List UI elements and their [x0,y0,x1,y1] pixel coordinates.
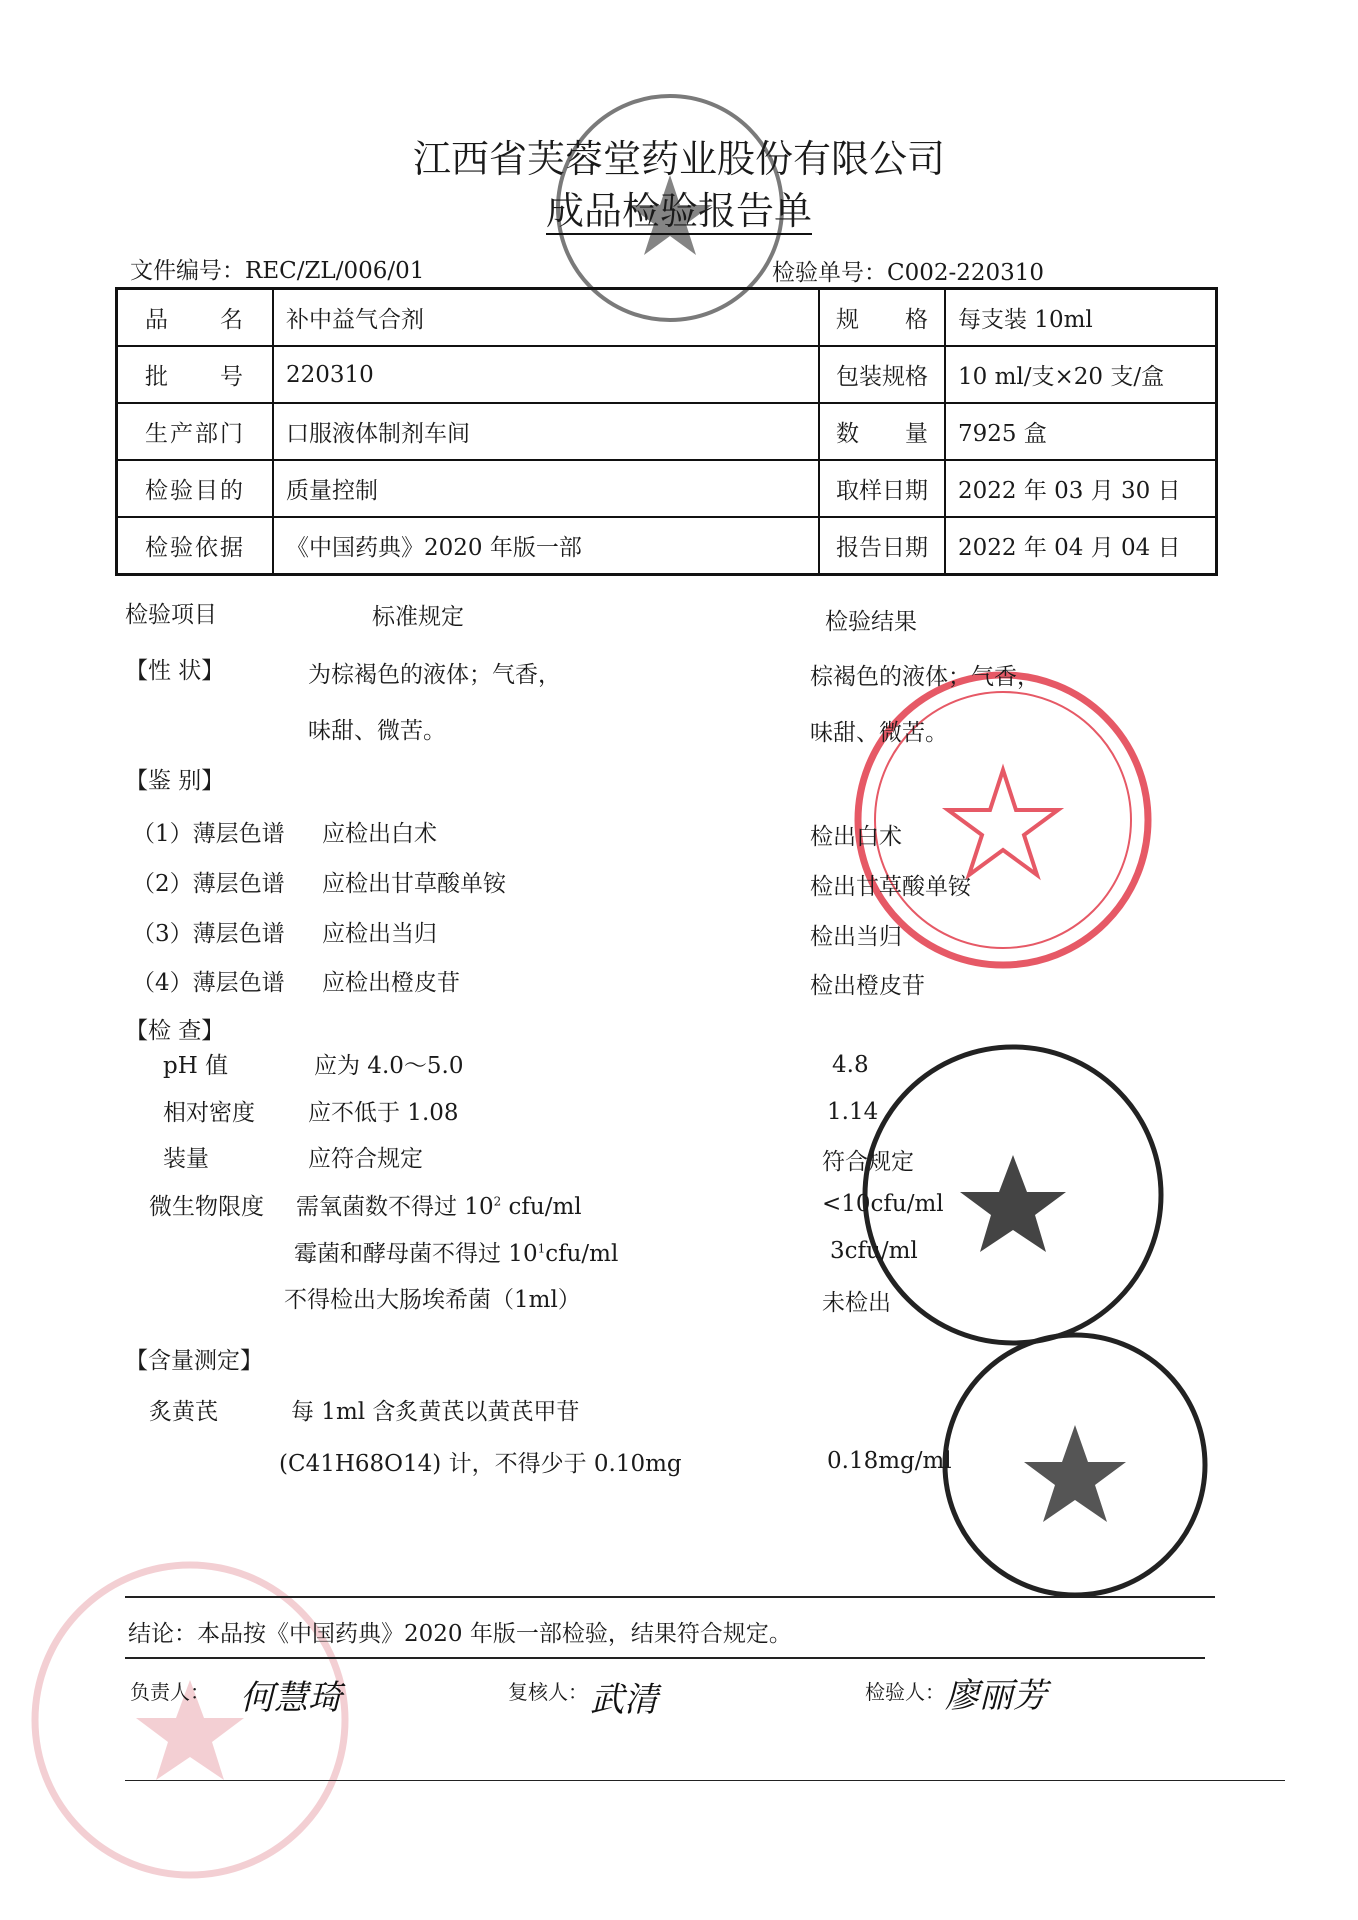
standard: 应检出橙皮苷 [322,970,460,996]
value: 220310 [273,346,819,403]
item: pH 值 [163,1053,229,1079]
reviewer-label: 复核人： [508,1680,588,1704]
file-number: 文件编号：REC/ZL/006/01 [130,258,425,284]
standard: (C41H68O14) 计，不得少于 0.10mg [279,1451,682,1477]
standard: 应不低于 1.08 [308,1100,459,1126]
table-row [117,517,1217,575]
result: 味甜、微苦。 [810,720,948,746]
section-assay: 【含量测定】 [125,1348,263,1374]
standard: 霉菌和酵母菌不得过 $10^1cfu/ml$ [294,1241,619,1267]
signature-responsible: 何慧琦 [240,1678,342,1718]
black-stamp-2 [945,1335,1205,1595]
inspector-label: 检验人： [865,1680,945,1704]
standard: 为棕褐色的液体；气香， [308,662,561,688]
label: 批 号 [117,346,274,403]
standard: 应检出白术 [322,821,437,847]
value: 补中益气合剂 [273,289,819,347]
section-appearance: 【性 状】 [125,658,225,684]
result: 4.8 [832,1052,869,1078]
standard: 应为 4.0～5.0 [314,1053,464,1079]
result: 检出橙皮苷 [810,973,925,999]
section-inspection: 【检 查】 [125,1018,225,1044]
col-standard: 标准规定 [372,604,464,630]
label: 品 名 [117,289,274,347]
test-number: 检验单号：C002-220310 [772,260,1045,286]
value: 2022 年 04 月 04 日 [945,517,1217,575]
result: 符合规定 [822,1149,914,1175]
item: 炙黄芪 [149,1399,218,1425]
result: 3cfu/ml [830,1238,918,1264]
star-icon [960,1155,1066,1252]
label: 检验依据 [117,517,274,575]
divider [125,1780,1285,1781]
value: 口服液体制剂车间 [273,403,819,460]
result: <10cfu/ml [822,1191,944,1217]
result: 棕褐色的液体；气香， [810,664,1040,690]
value: 《中国药典》2020 年版一部 [273,517,819,575]
standard: 应符合规定 [308,1146,423,1172]
table-row [117,403,1217,460]
item: （1）薄层色谱 [132,821,285,847]
item: （3）薄层色谱 [132,921,285,947]
value: 每支装 10ml [945,289,1217,347]
table-row [117,289,1217,347]
item: 相对密度 [163,1100,255,1126]
item: （2）薄层色谱 [132,871,285,897]
star-icon [948,770,1058,875]
responsible-label: 负责人： [130,1680,210,1704]
star-icon [1024,1425,1126,1522]
item: 装量 [163,1146,209,1172]
value: 2022 年 03 月 30 日 [945,460,1217,517]
conclusion: 结论：本品按《中国药典》2020 年版一部检验，结果符合规定。 [128,1621,792,1647]
standard: 不得检出大肠埃希菌（1ml） [284,1287,581,1313]
report-title: 成品检验报告单 [545,189,812,233]
standard: 味甜、微苦。 [308,718,446,744]
company-name: 江西省芙蓉堂药业股份有限公司 [412,137,945,181]
value: 7925 盒 [945,403,1217,460]
label: 取样日期 [819,460,945,517]
section-identification: 【鉴 别】 [125,768,225,794]
signature-reviewer: 武清 [590,1680,658,1720]
label: 报告日期 [819,517,945,575]
value: 质量控制 [273,460,819,517]
divider [125,1596,1215,1598]
label: 包装规格 [819,346,945,403]
label: 规 格 [819,289,945,347]
result: 未检出 [822,1290,891,1316]
table-row [117,346,1217,403]
item: 微生物限度 [149,1194,264,1220]
standard: 需氧菌数不得过 $10^2$ cfu/ml [296,1194,582,1220]
signature-inspector: 廖丽芳 [945,1676,1047,1716]
label: 生产部门 [117,403,274,460]
item: （4）薄层色谱 [132,970,285,996]
standard: 每 1ml 含炙黄芪以黄芪甲苷 [291,1399,580,1425]
table-row [117,460,1217,517]
standard: 应检出甘草酸单铵 [322,871,506,897]
faded-stamp [35,1565,345,1875]
standard: 应检出当归 [322,921,437,947]
result: 0.18mg/ml [827,1448,952,1474]
result: 检出白术 [810,824,902,850]
label: 检验目的 [117,460,274,517]
result: 检出当归 [810,924,902,950]
info-table [115,287,1218,576]
value: 10 ml/支×20 支/盒 [945,346,1217,403]
col-result: 检验结果 [825,609,917,635]
result: 1.14 [827,1099,879,1125]
result: 检出甘草酸单铵 [810,874,971,900]
col-item: 检验项目 [125,602,217,628]
label: 数 量 [819,403,945,460]
divider [125,1657,1205,1659]
